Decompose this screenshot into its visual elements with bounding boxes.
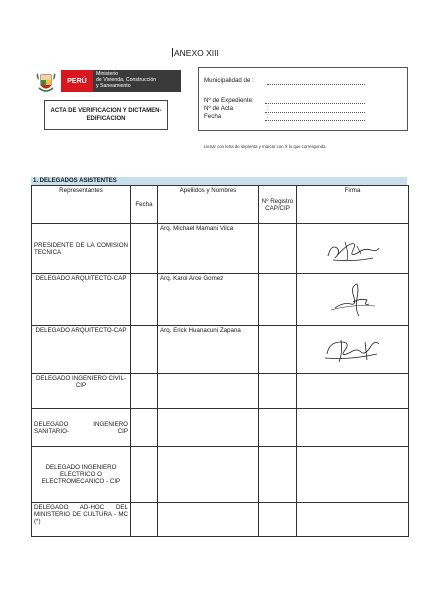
registro-cell[interactable] bbox=[259, 274, 297, 326]
section-header: 1. DELEGADOS ASISTENTES bbox=[31, 177, 407, 185]
document-title bbox=[172, 48, 219, 58]
fecha-cell[interactable] bbox=[131, 274, 158, 326]
expediente-info-box bbox=[198, 67, 408, 131]
title-text: ANEXO XIII bbox=[174, 48, 219, 58]
header-registro: Nº Registro CAP/CIP bbox=[259, 186, 297, 224]
rep-cell: DELEGADO INGENIERO CIVIL-CIP bbox=[35, 375, 127, 389]
fecha-label: Fecha bbox=[204, 113, 222, 120]
fecha-cell[interactable] bbox=[131, 503, 158, 537]
acta-line-2: EDIFICACION bbox=[86, 116, 126, 122]
registro-cell[interactable] bbox=[259, 326, 297, 374]
ministry-line-1: Ministerio bbox=[96, 71, 119, 77]
expediente-field[interactable] bbox=[265, 103, 365, 104]
expediente-label: Nº de Expediente: bbox=[204, 97, 254, 104]
fecha-cell[interactable] bbox=[131, 374, 158, 409]
fecha-cell[interactable] bbox=[131, 224, 158, 274]
registro-cell[interactable] bbox=[259, 447, 297, 503]
fecha-cell[interactable] bbox=[131, 447, 158, 503]
table-row bbox=[32, 447, 409, 503]
signature-icon bbox=[323, 280, 383, 320]
fecha-field[interactable] bbox=[265, 120, 365, 121]
nombre-cell: Arq. Karol Arce Gomez bbox=[158, 274, 259, 326]
registro-cell[interactable] bbox=[259, 224, 297, 274]
header-nombres: Apellidos y Nombres bbox=[158, 186, 259, 224]
municipalidad-field[interactable] bbox=[267, 84, 365, 85]
fecha-separator: : bbox=[267, 113, 269, 120]
ministry-line-2: de Vivienda, Construcción bbox=[96, 77, 157, 83]
table-row bbox=[32, 409, 409, 447]
municipalidad-label: Municipalidad de : bbox=[204, 77, 254, 84]
header-representantes: Representantes bbox=[32, 186, 131, 224]
nombre-cell[interactable] bbox=[158, 447, 259, 503]
rep-cell: DELEGADO INGENIERO SANITARIO- CIP bbox=[34, 420, 128, 435]
firma-cell[interactable] bbox=[297, 374, 409, 409]
nombre-cell[interactable] bbox=[158, 409, 259, 447]
nombre-cell[interactable] bbox=[158, 503, 259, 537]
firma-cell bbox=[297, 274, 409, 326]
table-row bbox=[32, 224, 409, 274]
text-cursor bbox=[172, 48, 173, 57]
table-row bbox=[32, 503, 409, 537]
nombre-cell[interactable] bbox=[158, 374, 259, 409]
acta-title-box bbox=[44, 100, 168, 130]
peru-brand-block: PERÚ bbox=[61, 70, 93, 92]
registro-cell[interactable] bbox=[259, 503, 297, 537]
signature-icon bbox=[321, 334, 385, 366]
signature-icon bbox=[323, 234, 383, 264]
ministry-line-3: y Saneamiento bbox=[96, 83, 131, 89]
delegates-table bbox=[31, 185, 409, 537]
header-fecha: Fecha bbox=[131, 186, 158, 224]
fill-instructions: Llenar con letra de imprenta y marcar con X lo que corresponda bbox=[204, 144, 326, 149]
nombre-cell: Arq. Michael Mamani Vilca bbox=[158, 224, 259, 274]
firma-cell bbox=[297, 224, 409, 274]
fecha-cell[interactable] bbox=[131, 409, 158, 447]
firma-cell[interactable] bbox=[297, 447, 409, 503]
rep-cell: DELEGADO ARQUITECTO-CAP bbox=[35, 275, 127, 282]
acta-number-field[interactable] bbox=[265, 112, 365, 113]
nombre-cell: Arq. Erick Huanacuni Zapana bbox=[158, 326, 259, 374]
table-row bbox=[32, 374, 409, 409]
ministry-brand-block bbox=[93, 70, 181, 92]
table-row bbox=[32, 274, 409, 326]
coat-of-arms-icon bbox=[34, 70, 58, 94]
rep-cell: DELEGADO INGENIERO ELECTRICO O ELECTROMECANICO - CIP bbox=[41, 464, 121, 485]
rep-cell: DELEGADO AD-HOC DEL MINISTERIO DE CULTURA - MC (*) bbox=[34, 504, 128, 525]
table-header-row bbox=[32, 186, 409, 224]
rep-cell: PRESIDENTE DE LA COMISION TECNICA bbox=[34, 241, 128, 256]
firma-cell bbox=[297, 326, 409, 374]
table-row bbox=[32, 326, 409, 374]
acta-number-label: Nº de Acta bbox=[204, 105, 234, 112]
rep-cell: DELEGADO ARQUITECTO-CAP bbox=[35, 327, 127, 334]
header-firma: Firma bbox=[297, 186, 409, 224]
registro-cell[interactable] bbox=[259, 409, 297, 447]
firma-cell[interactable] bbox=[297, 409, 409, 447]
registro-cell[interactable] bbox=[259, 374, 297, 409]
acta-number-separator: : bbox=[267, 105, 269, 112]
fecha-cell[interactable] bbox=[131, 326, 158, 374]
firma-cell[interactable] bbox=[297, 503, 409, 537]
acta-line-1: ACTA DE VERIFICACION Y DICTAMEN- bbox=[50, 108, 162, 114]
